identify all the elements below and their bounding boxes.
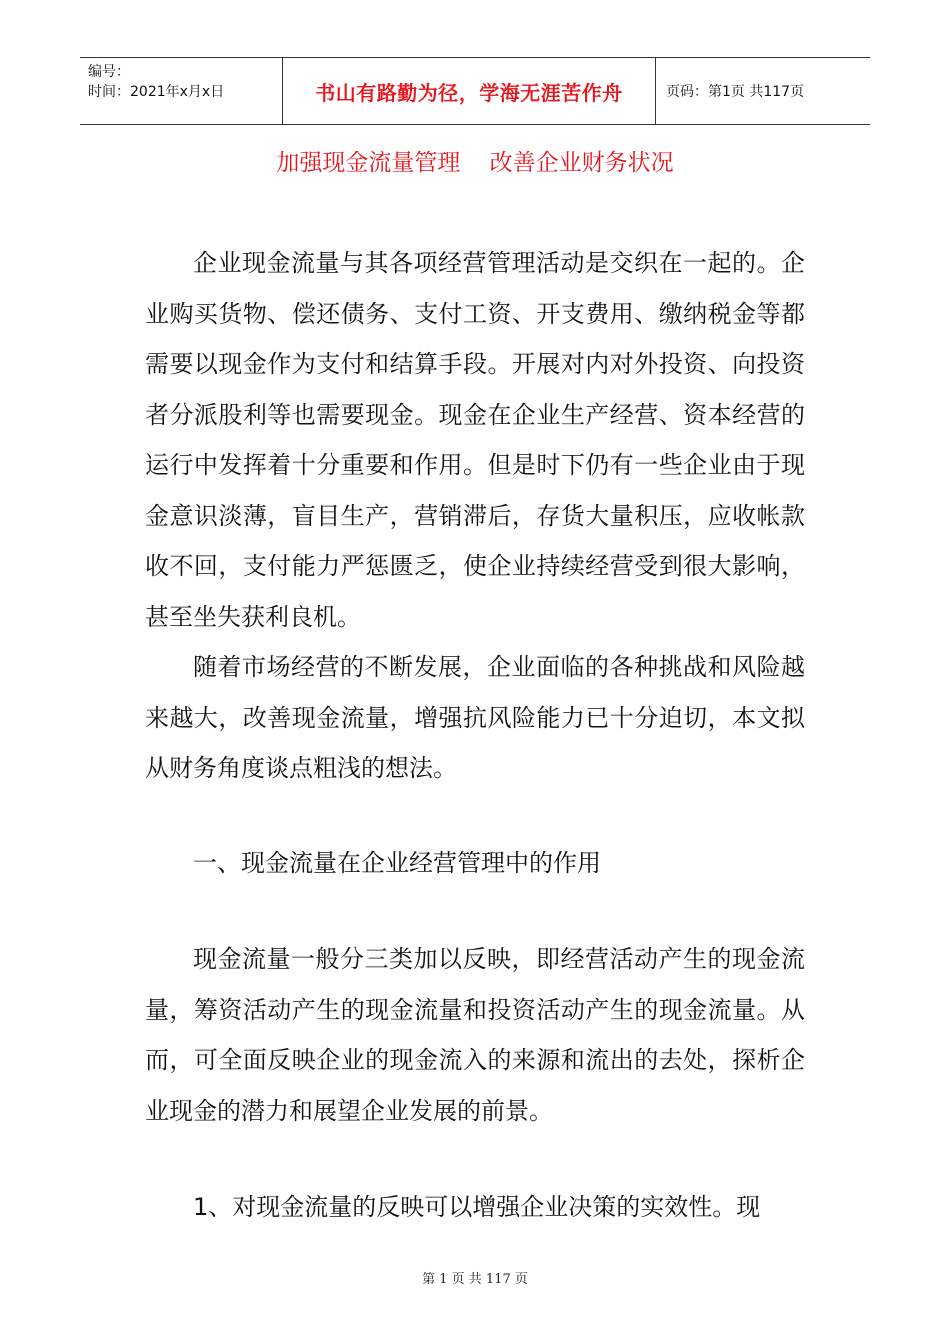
subheading: 1、对现金流量的反映可以增强企业决策的实效性。现	[193, 1193, 761, 1221]
section-heading: 一、现金流量在企业经营管理中的作用	[193, 849, 601, 877]
document-title: 加强现金流量管理 改善企业财务状况	[276, 150, 674, 176]
header-page-info: 页码：第1页 共117页	[666, 84, 805, 100]
page-header	[80, 57, 870, 125]
page-footer: 第 1 页 共 117 页	[422, 1272, 528, 1287]
serial-label: 编号：	[88, 64, 130, 80]
time-label: 时间：2021年x月x日	[88, 84, 225, 100]
header-motto: 书山有路勤为径，学海无涯苦作舟	[282, 58, 656, 124]
paragraph-2: 随着市场经营的不断发展，企业面临的各种挑战和风险越来越大，改善现金流量，增强抗风险能力已十分迫切，本文拟从财务角度谈点粗浅的想法。	[145, 653, 805, 782]
header-meta	[80, 58, 282, 124]
paragraph-3: 现金流量一般分三类加以反映，即经营活动产生的现金流量，筹资活动产生的现金流量和投资活动产生的现金流量。从而，可全面反映企业的现金流入的来源和流出的去处，探析企业现金的潜力和展望企业发展的前景。	[145, 945, 805, 1125]
paragraph-1: 企业现金流量与其各项经营管理活动是交织在一起的。企业购买货物、偿还债务、支付工资、开支费用、缴纳税金等都需要以现金作为支付和结算手段。开展对内对外投资、向投资者分派股利等也需要现金。现金在企业生产经营、资本经营的运行中发挥着十分重要和作用。但是时下仍有一些企业由于现金意识淡薄，盲目生产，营销滞后，存货大量积压，应收帐款收不回，支付能力严惩匮乏，使企业持续经营受到很大影响，甚至坐失获利良机。	[145, 249, 805, 631]
intro-paragraphs	[145, 238, 805, 794]
section-body	[145, 934, 805, 1136]
